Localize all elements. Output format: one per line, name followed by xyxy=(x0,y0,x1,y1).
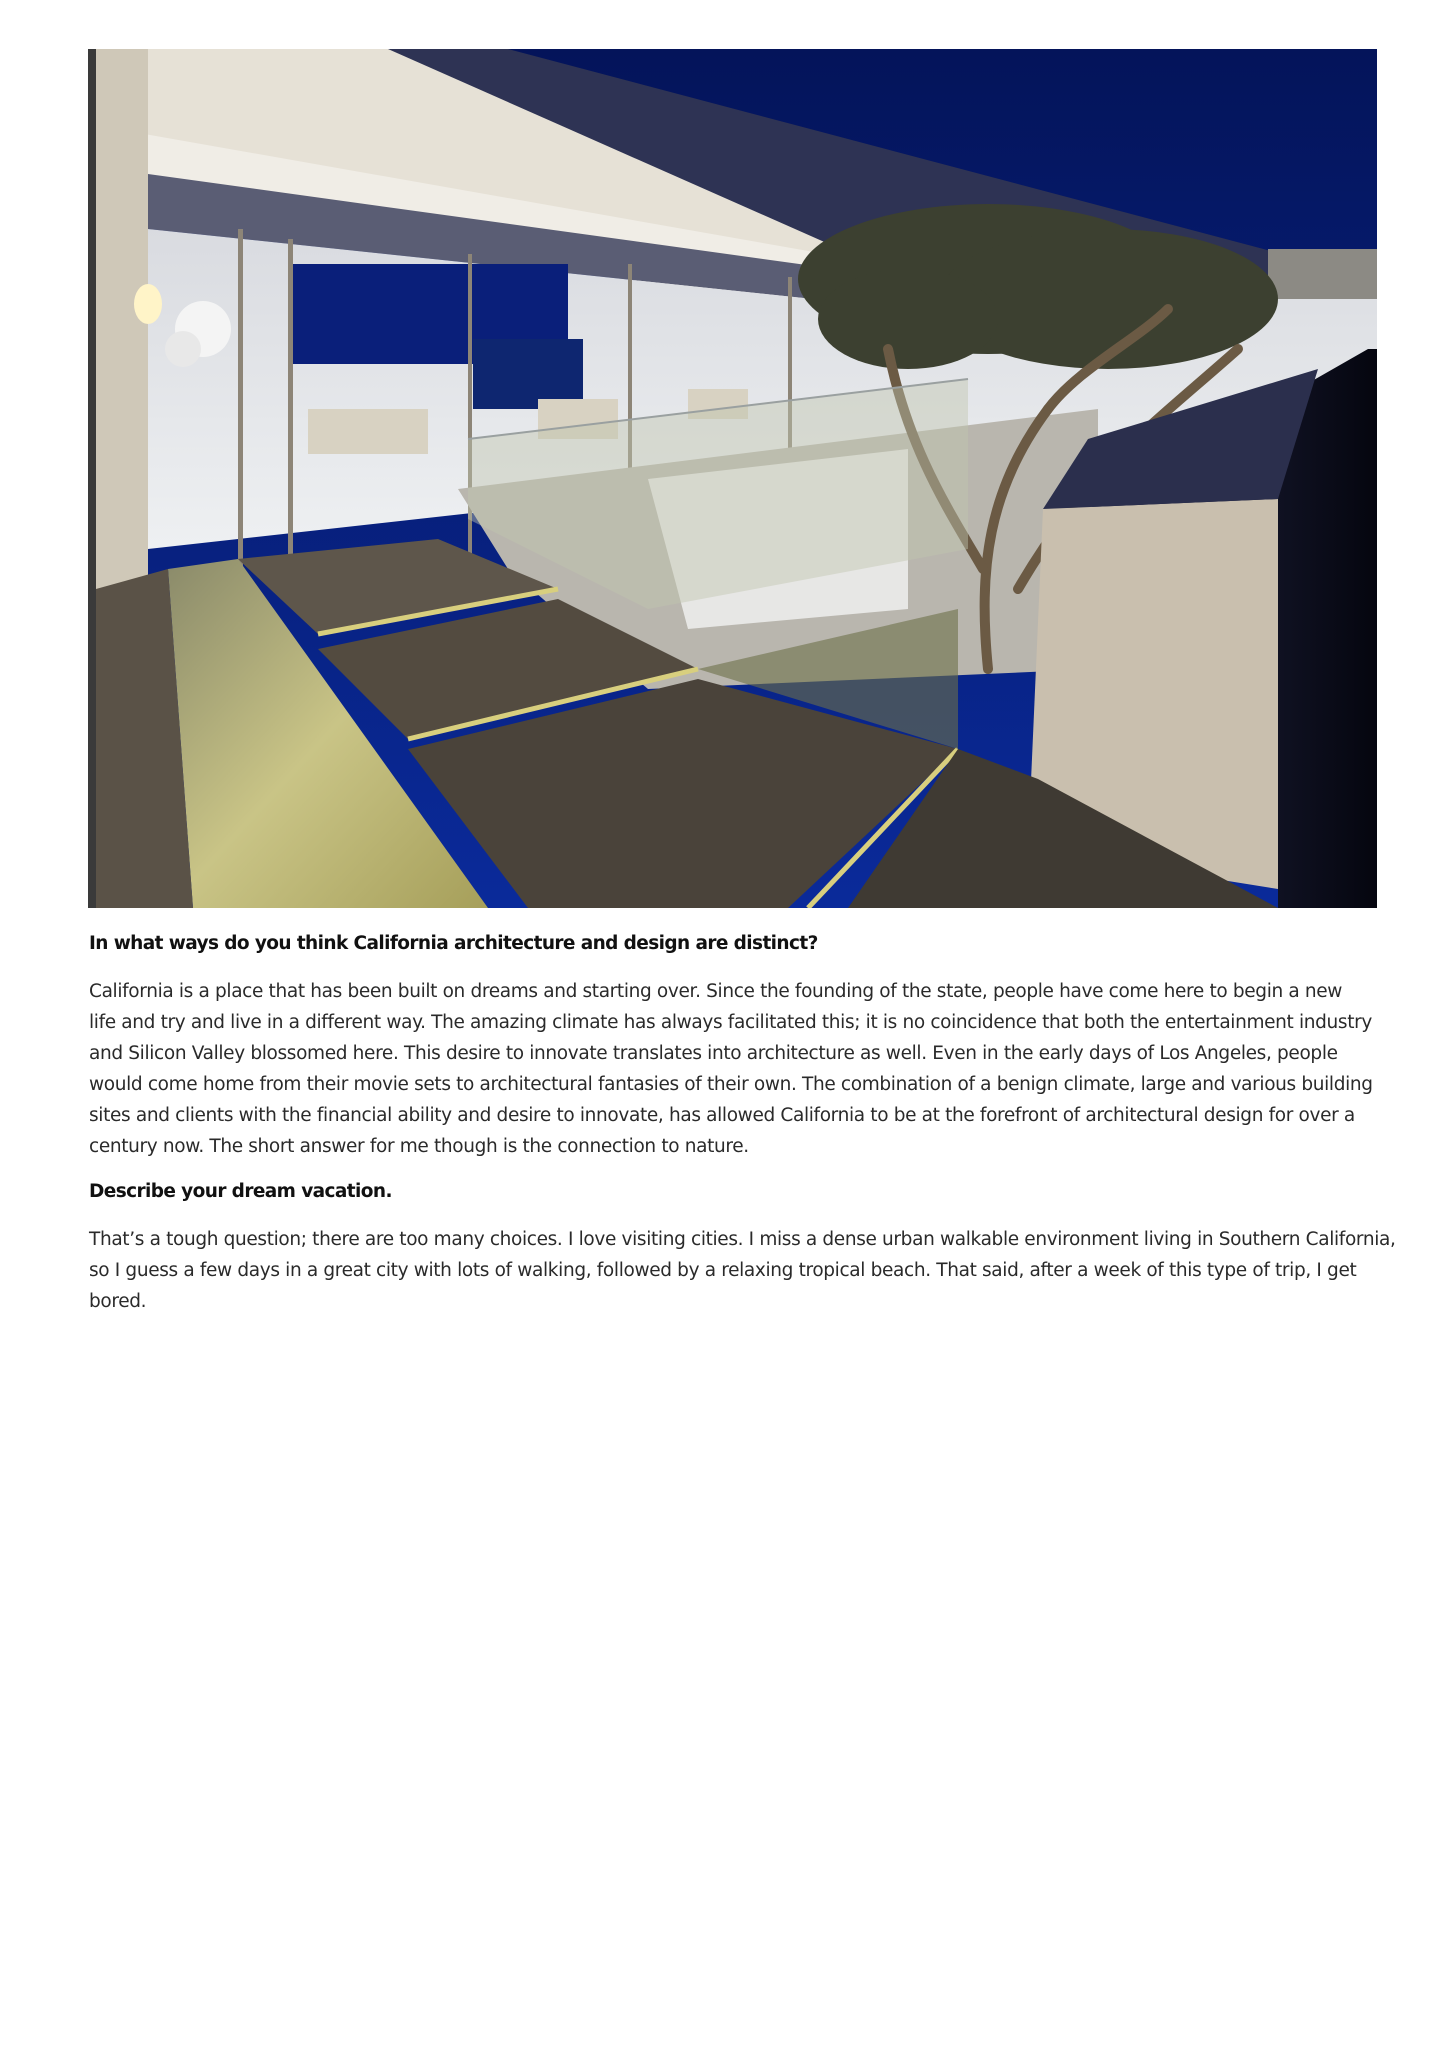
question-heading: Describe your dream vacation. xyxy=(89,1181,392,1202)
answer-line: so I guess a few days in a great city with lots of walking, followed by a relaxing tropical beach. That said, after a week of this type of trip, I get xyxy=(89,1260,1357,1281)
answer-line: life and try and live in a different way. The amazing climate has always facilitated this; it is no coincidence that both the entertainment industry xyxy=(89,1012,1372,1033)
answer-paragraph xyxy=(89,976,1379,1162)
answer-line: bored. xyxy=(89,1291,147,1312)
answer-line: sites and clients with the financial ability and desire to innovate, has allowed California to be at the forefront of architectural design for over a xyxy=(89,1105,1355,1126)
question-heading: In what ways do you think California architecture and design are distinct? xyxy=(89,933,818,954)
qa-section xyxy=(89,1180,1396,1317)
answer-line: century now. The short answer for me though is the connection to nature. xyxy=(89,1136,749,1157)
house-photo xyxy=(88,49,1377,908)
answer-paragraph xyxy=(89,1224,1396,1317)
answer-line: and Silicon Valley blossomed here. This desire to innovate translates into architecture as well. Even in the early days of Los Angeles, people xyxy=(89,1043,1338,1064)
answer-line: would come home from their movie sets to architectural fantasies of their own. The combination of a benign climate, large and various building xyxy=(89,1074,1373,1095)
interview-text xyxy=(89,932,1396,1335)
house-photo-illustration xyxy=(88,49,1377,908)
qa-section xyxy=(89,932,1379,1162)
answer-line: California is a place that has been built on dreams and starting over. Since the founding of the state, people have come here to begin a new xyxy=(89,981,1343,1002)
answer-line: That’s a tough question; there are too many choices. I love visiting cities. I miss a dense urban walkable environment living in Southern California, xyxy=(89,1229,1396,1250)
